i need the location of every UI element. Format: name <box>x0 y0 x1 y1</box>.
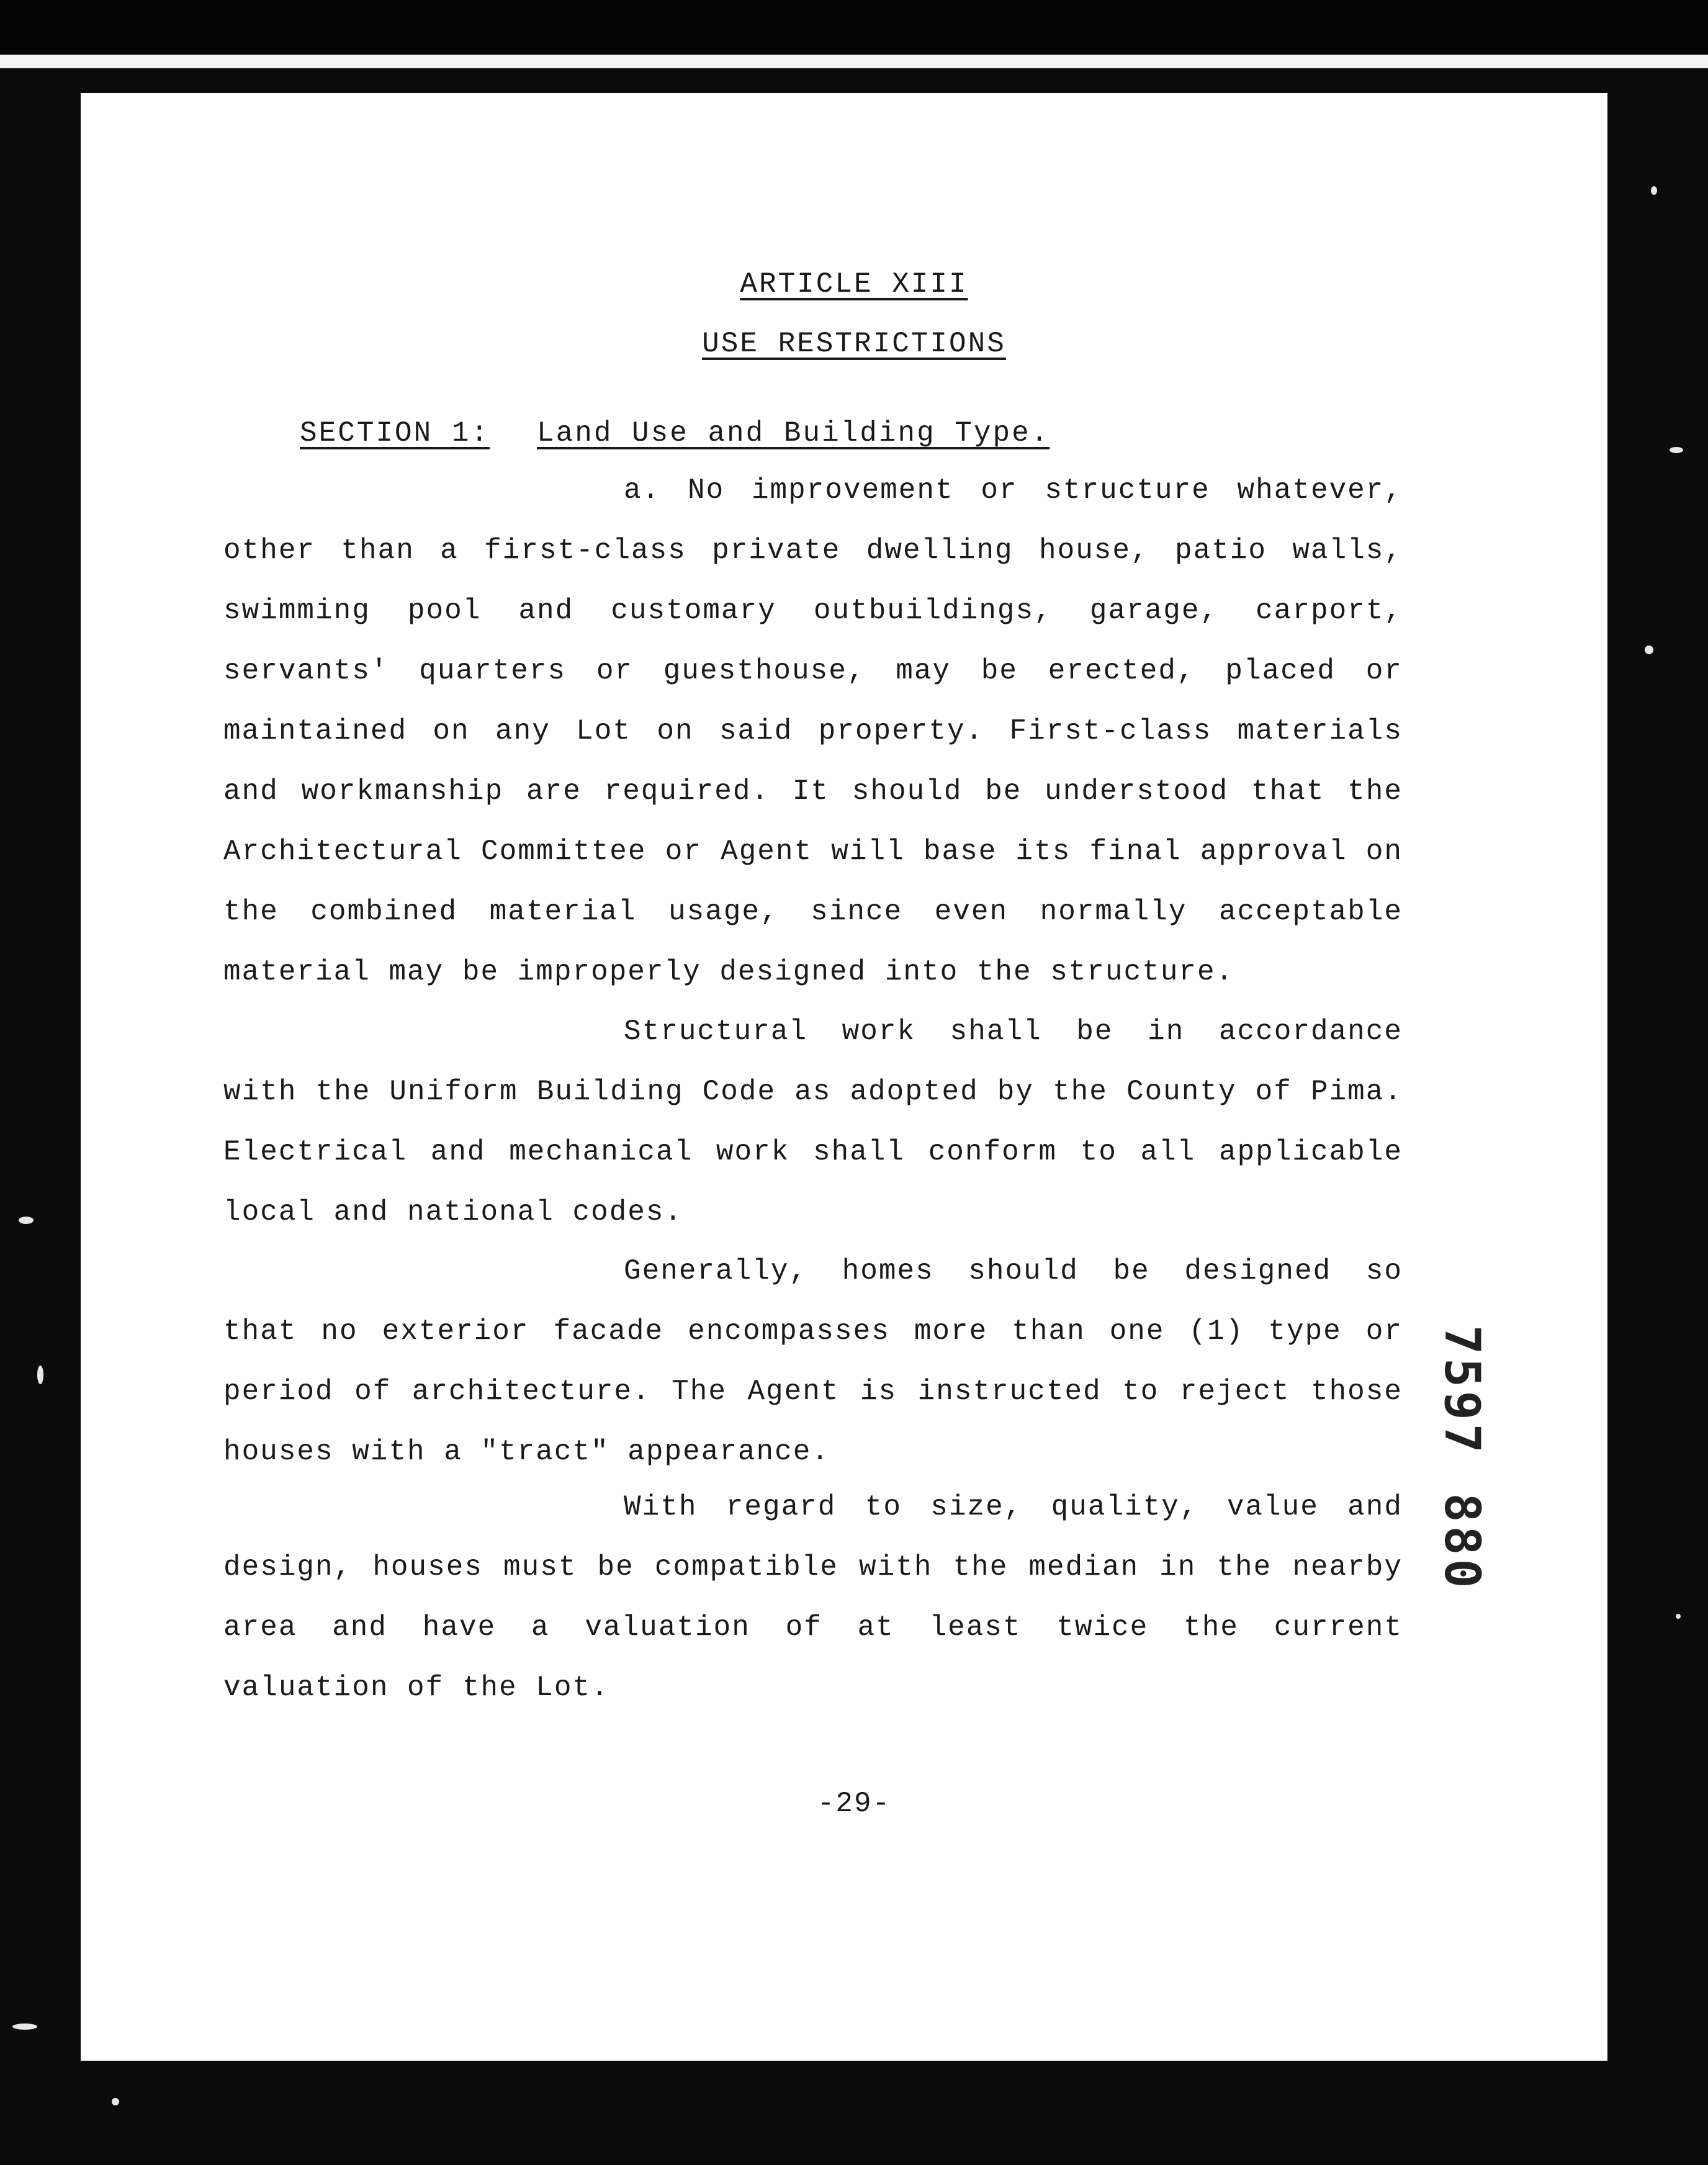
paragraph-land-use: a. No improvement or structure whatever, other than a first-class private dwelling house, patio walls, swimming pool and customary outbuildings, garage, carport, servants' quarters or guesthouse, may be erected, placed or maintained on any Lot on said property. First-class materials and workmanship are required. It should be understood that the Architectural Committee or Agent will base its final approval on the combined material usage, since even normally acceptable material may be improperly designed into the structure. <box>223 474 1403 988</box>
page-number: -29- <box>817 1788 891 1820</box>
scan-speck <box>1645 646 1653 654</box>
scan-speck <box>1651 186 1657 195</box>
recording-stamp-docket: 7597 <box>1434 1325 1490 1457</box>
paragraph-structural-work: Structural work shall be in accordance with the Uniform Building Code as adopted by the County of Pima. Electrical and mechanical work shall conform to all applicable local and national codes. <box>223 1015 1403 1228</box>
recording-stamp-page: 880 <box>1434 1493 1490 1592</box>
article-subheading: USE RESTRICTIONS <box>702 328 1006 360</box>
scan-speck <box>19 1217 34 1224</box>
scan-speck <box>1676 1614 1681 1619</box>
scan-border-top <box>0 0 1708 55</box>
scan-edge-rule <box>0 55 1708 68</box>
scan-speck <box>37 1366 43 1384</box>
paragraph-architecture-style: Generally, homes should be designed so that no exterior facade encompasses more than one (1) type or period of architecture. The Agent is instructed to reject those houses with a "tract" appearance. <box>223 1255 1403 1468</box>
scan-speck <box>112 2098 119 2105</box>
paragraph-size-quality: With regard to size, quality, value and design, houses must be compatible with the median in the nearby area and have a valuation of at least twice the current valuation of the Lot. <box>223 1491 1403 1704</box>
article-heading: ARTICLE XIII <box>740 268 968 300</box>
scan-speck <box>1670 447 1683 453</box>
section-number: SECTION 1: <box>300 417 490 449</box>
scan-speck <box>12 2023 37 2030</box>
section-title: Land Use and Building Type. <box>537 417 1050 449</box>
